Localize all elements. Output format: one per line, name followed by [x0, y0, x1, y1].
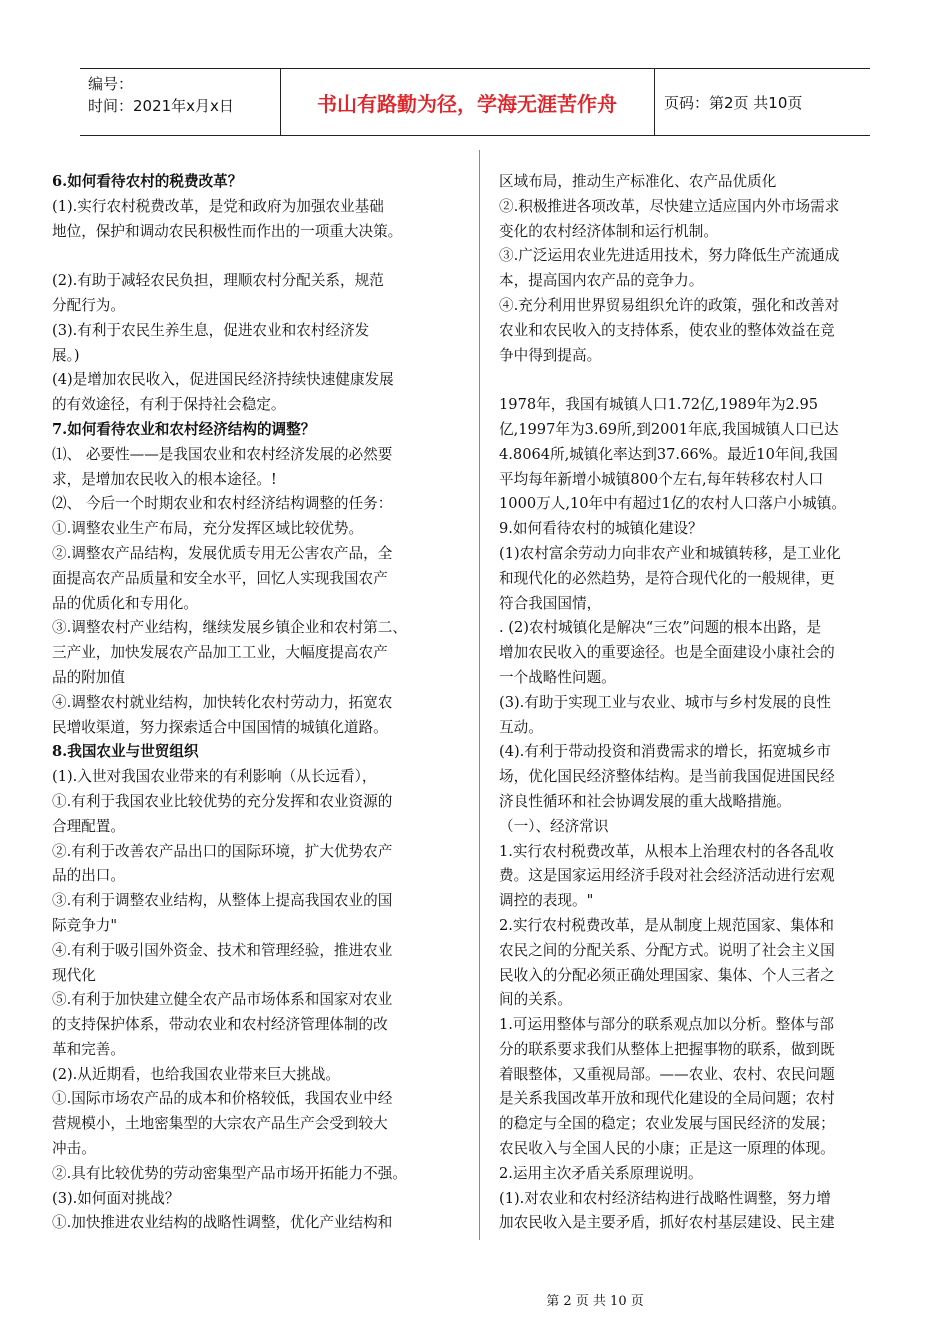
- text-line: (3).如何面对挑战？: [52, 1189, 180, 1207]
- text-line: 品的附加值: [52, 668, 125, 686]
- text-line: 符合我国国情，: [499, 594, 602, 612]
- text-line: ②.积极推进各项改革，尽快建立适应国内外市场需求: [499, 197, 840, 215]
- text-line: 际竞争力": [52, 916, 118, 934]
- text-line: [52, 244, 472, 269]
- text-line: 调控的表现。": [499, 892, 594, 910]
- text-line: ②.调整农产品结构，发展优质专用无公害农产品，全: [52, 544, 393, 562]
- text-line: （一）、经济常识: [499, 817, 609, 835]
- text-line: 争中得到提高。: [499, 346, 602, 364]
- text-line: ④.充分利用世界贸易组织允许的政策，强化和改善对: [499, 296, 840, 314]
- text-line: ⑵、 今后一个时期农业和农村经济结构调整的任务：: [52, 495, 393, 513]
- text-line: 革和完善。: [52, 1040, 125, 1058]
- text-line: 增加农民收入的重要途径。也是全面建设小康社会的: [499, 644, 835, 662]
- text-line: 区域布局，推动生产标准化、农产品优质化: [499, 173, 777, 190]
- text-line: 变化的农村经济体制和运行机制。: [499, 222, 718, 240]
- text-line: ①.加快推进农业结构的战略性调整，优化产业结构和: [52, 1214, 393, 1232]
- text-line: (4).有利于带动投资和消费需求的增长，拓宽城乡市: [499, 743, 831, 761]
- header-divider: [654, 69, 655, 135]
- text-line: ①.国际市场农产品的成本和价格较低，我国农业中经: [52, 1090, 393, 1108]
- text-line: ③.有利于调整农业结构，从整体上提高我国农业的国: [52, 892, 393, 910]
- text-line: (1).入世对我国农业带来的有利影响（从长远看），: [52, 768, 377, 786]
- text-line: [499, 368, 899, 393]
- header-meta: [88, 73, 278, 117]
- text-line: 1000万人,10年中有超过1亿的农村人口落户小城镇。: [499, 495, 846, 513]
- text-line: ①.有利于我国农业比较优势的充分发挥和农业资源的: [52, 792, 393, 810]
- text-line: 加农民收入是主要矛盾，抓好农村基层建设、民主建: [499, 1214, 835, 1232]
- text-line: 2.运用主次矛盾关系原理说明。: [499, 1164, 703, 1182]
- text-line: (1).实行农村税费改革，是党和政府为加强农业基础: [52, 197, 384, 215]
- text-line: 着眼整体，又重视局部。——农业、农村、农民问题: [499, 1065, 835, 1083]
- text-line: 9.如何看待农村的城镇化建设？: [499, 520, 703, 538]
- text-line: 农民之间的分配关系、分配方式。说明了社会主义国: [499, 941, 835, 959]
- text-line: 品的优质化和专用化。: [52, 594, 198, 612]
- text-line: 亿,1997年为3.69所,到2001年底,我国城镇人口已达: [499, 420, 839, 438]
- text-line: 现代化: [52, 966, 96, 984]
- text-line: 一个战略性问题。: [499, 668, 616, 686]
- text-line: ③.广泛运用农业先进适用技术，努力降低生产流通成: [499, 247, 840, 265]
- text-line: 本，提高国内农产品的竞争力。: [499, 272, 704, 290]
- text-line: 和现代化的必然趋势，是符合现代化的一般规律，更: [499, 569, 835, 587]
- page-header: [80, 68, 870, 136]
- text-line: 1.实行农村税费改革，从根本上治理农村的各各乱收: [499, 842, 834, 860]
- text-line: ③.调整农村产业结构，继续发展乡镇企业和农村第二、: [52, 619, 407, 637]
- text-line: ①.调整农业生产布局，充分发挥区域比较优势。: [52, 520, 364, 538]
- header-page-info: 页码：第2页 共10页: [664, 93, 803, 112]
- text-line: 的有效途径，有利于保持社会稳定。: [52, 396, 286, 414]
- text-line: 8.我国农业与世贸组织: [52, 743, 199, 761]
- text-line: (4)是增加农民收入，促进国民经济持续快速健康发展: [52, 371, 394, 389]
- text-line: 2.实行农村税费改革，是从制度上规范国家、集体和: [499, 916, 834, 934]
- right-column: [499, 170, 899, 1236]
- text-line: 民收入的分配必须正确处理国家、集体、个人三者之: [499, 966, 835, 984]
- text-line: 4.8064所,城镇化率达到37.66%。最近10年间,我国: [499, 445, 838, 463]
- text-line: 展。): [52, 346, 80, 364]
- text-line: (3).有助于实现工业与农业、城市与乡村发展的良性: [499, 693, 831, 711]
- footer-page-number: 第 2 页 共 10 页: [546, 1294, 644, 1309]
- text-line: (1)农村富余劳动力向非农产业和城镇转移，是工业化: [499, 544, 841, 562]
- text-line: (2).从近期看，也给我国农业带来巨大挑战。: [52, 1065, 341, 1083]
- text-line: 面提高农产品质量和安全水平，回忆人实现我国农产: [52, 569, 388, 587]
- text-line: 合理配置。: [52, 817, 125, 835]
- text-line: 分的联系要求我们从整体上把握事物的联系，做到既: [499, 1040, 835, 1058]
- text-line: ④.调整农村就业结构，加快转化农村劳动力，拓宽农: [52, 693, 393, 711]
- text-line: ⑤.有利于加快建立健全农产品市场体系和国家对农业: [52, 991, 393, 1009]
- page-footer: [0, 1290, 950, 1309]
- text-line: 的支持保护体系，带动农业和农村经济管理体制的改: [52, 1016, 388, 1034]
- text-line: 6.如何看待农村的税费改革？: [52, 173, 243, 190]
- text-line: 地位，保护和调动农民积极性而作出的一项重大决策。: [52, 222, 403, 240]
- column-divider: [479, 150, 480, 1240]
- text-line: 民增收渠道，努力探索适合中国国情的城镇化道路。: [52, 718, 388, 736]
- date-label: 时间：2021年x月x日: [88, 97, 234, 115]
- text-line: (1).对农业和农村经济结构进行战略性调整，努力增: [499, 1189, 831, 1207]
- code-label: 编号：: [88, 75, 134, 93]
- text-line: (3).有利于农民生养生息，促进农业和农村经济发: [52, 321, 370, 339]
- text-line: 1978年，我国有城镇人口1.72亿,1989年为2.95: [499, 396, 819, 414]
- text-line: 农民收入与全国人民的小康；正是这一原理的体现。: [499, 1140, 835, 1158]
- text-line: 7.如何看待农业和农村经济结构的调整？: [52, 420, 316, 438]
- text-line: 营规模小，土地密集型的大宗农产品生产会受到较大: [52, 1115, 388, 1133]
- text-line: ⑴、 必要性——是我国农业和农村经济发展的必然要: [52, 445, 393, 463]
- header-motto: 书山有路勤为径，学海无涯苦作舟: [317, 91, 617, 116]
- text-line: 1.可运用整体与部分的联系观点加以分析。整体与部: [499, 1016, 834, 1034]
- text-line: . (2)农村城镇化是解决“三农”问题的根本出路，是: [499, 619, 822, 637]
- text-line: 分配行为。: [52, 296, 125, 314]
- text-line: 平均每年新增小城镇800个左右,每年转移农村人口: [499, 470, 824, 488]
- text-line: 济良性循环和社会协调发展的重大战略措施。: [499, 792, 791, 810]
- text-line: 品的出口。: [52, 867, 125, 885]
- text-line: (2).有助于减轻农民负担，理顺农村分配关系，规范: [52, 272, 384, 290]
- text-line: ④.有利于吸引国外资金、技术和管理经验，推进农业: [52, 941, 393, 959]
- text-line: ②.具有比较优势的劳动密集型产品市场开拓能力不强。: [52, 1164, 407, 1182]
- text-line: 农业和农民收入的支持体系，使农业的整体效益在竞: [499, 321, 835, 339]
- text-line: 求，是增加农民收入的根本途径。!: [52, 470, 277, 488]
- text-line: ②.有利于改善农产品出口的国际环境，扩大优势农产: [52, 842, 393, 860]
- text-line: 冲击。: [52, 1140, 96, 1158]
- text-line: 场，优化国民经济整体结构。是当前我国促进国民经: [499, 768, 835, 786]
- text-line: 互动。: [499, 718, 543, 736]
- left-column: [52, 170, 472, 1236]
- text-line: 是关系我国改革开放和现代化建设的全局问题；农村: [499, 1090, 835, 1108]
- text-line: 间的关系。: [499, 991, 572, 1009]
- text-line: 费。这是国家运用经济手段对社会经济活动进行宏观: [499, 867, 835, 885]
- text-line: 的稳定与全国的稳定；农业发展与国民经济的发展；: [499, 1115, 835, 1133]
- text-line: 三产业，加快发展农产品加工工业，大幅度提高农产: [52, 644, 388, 662]
